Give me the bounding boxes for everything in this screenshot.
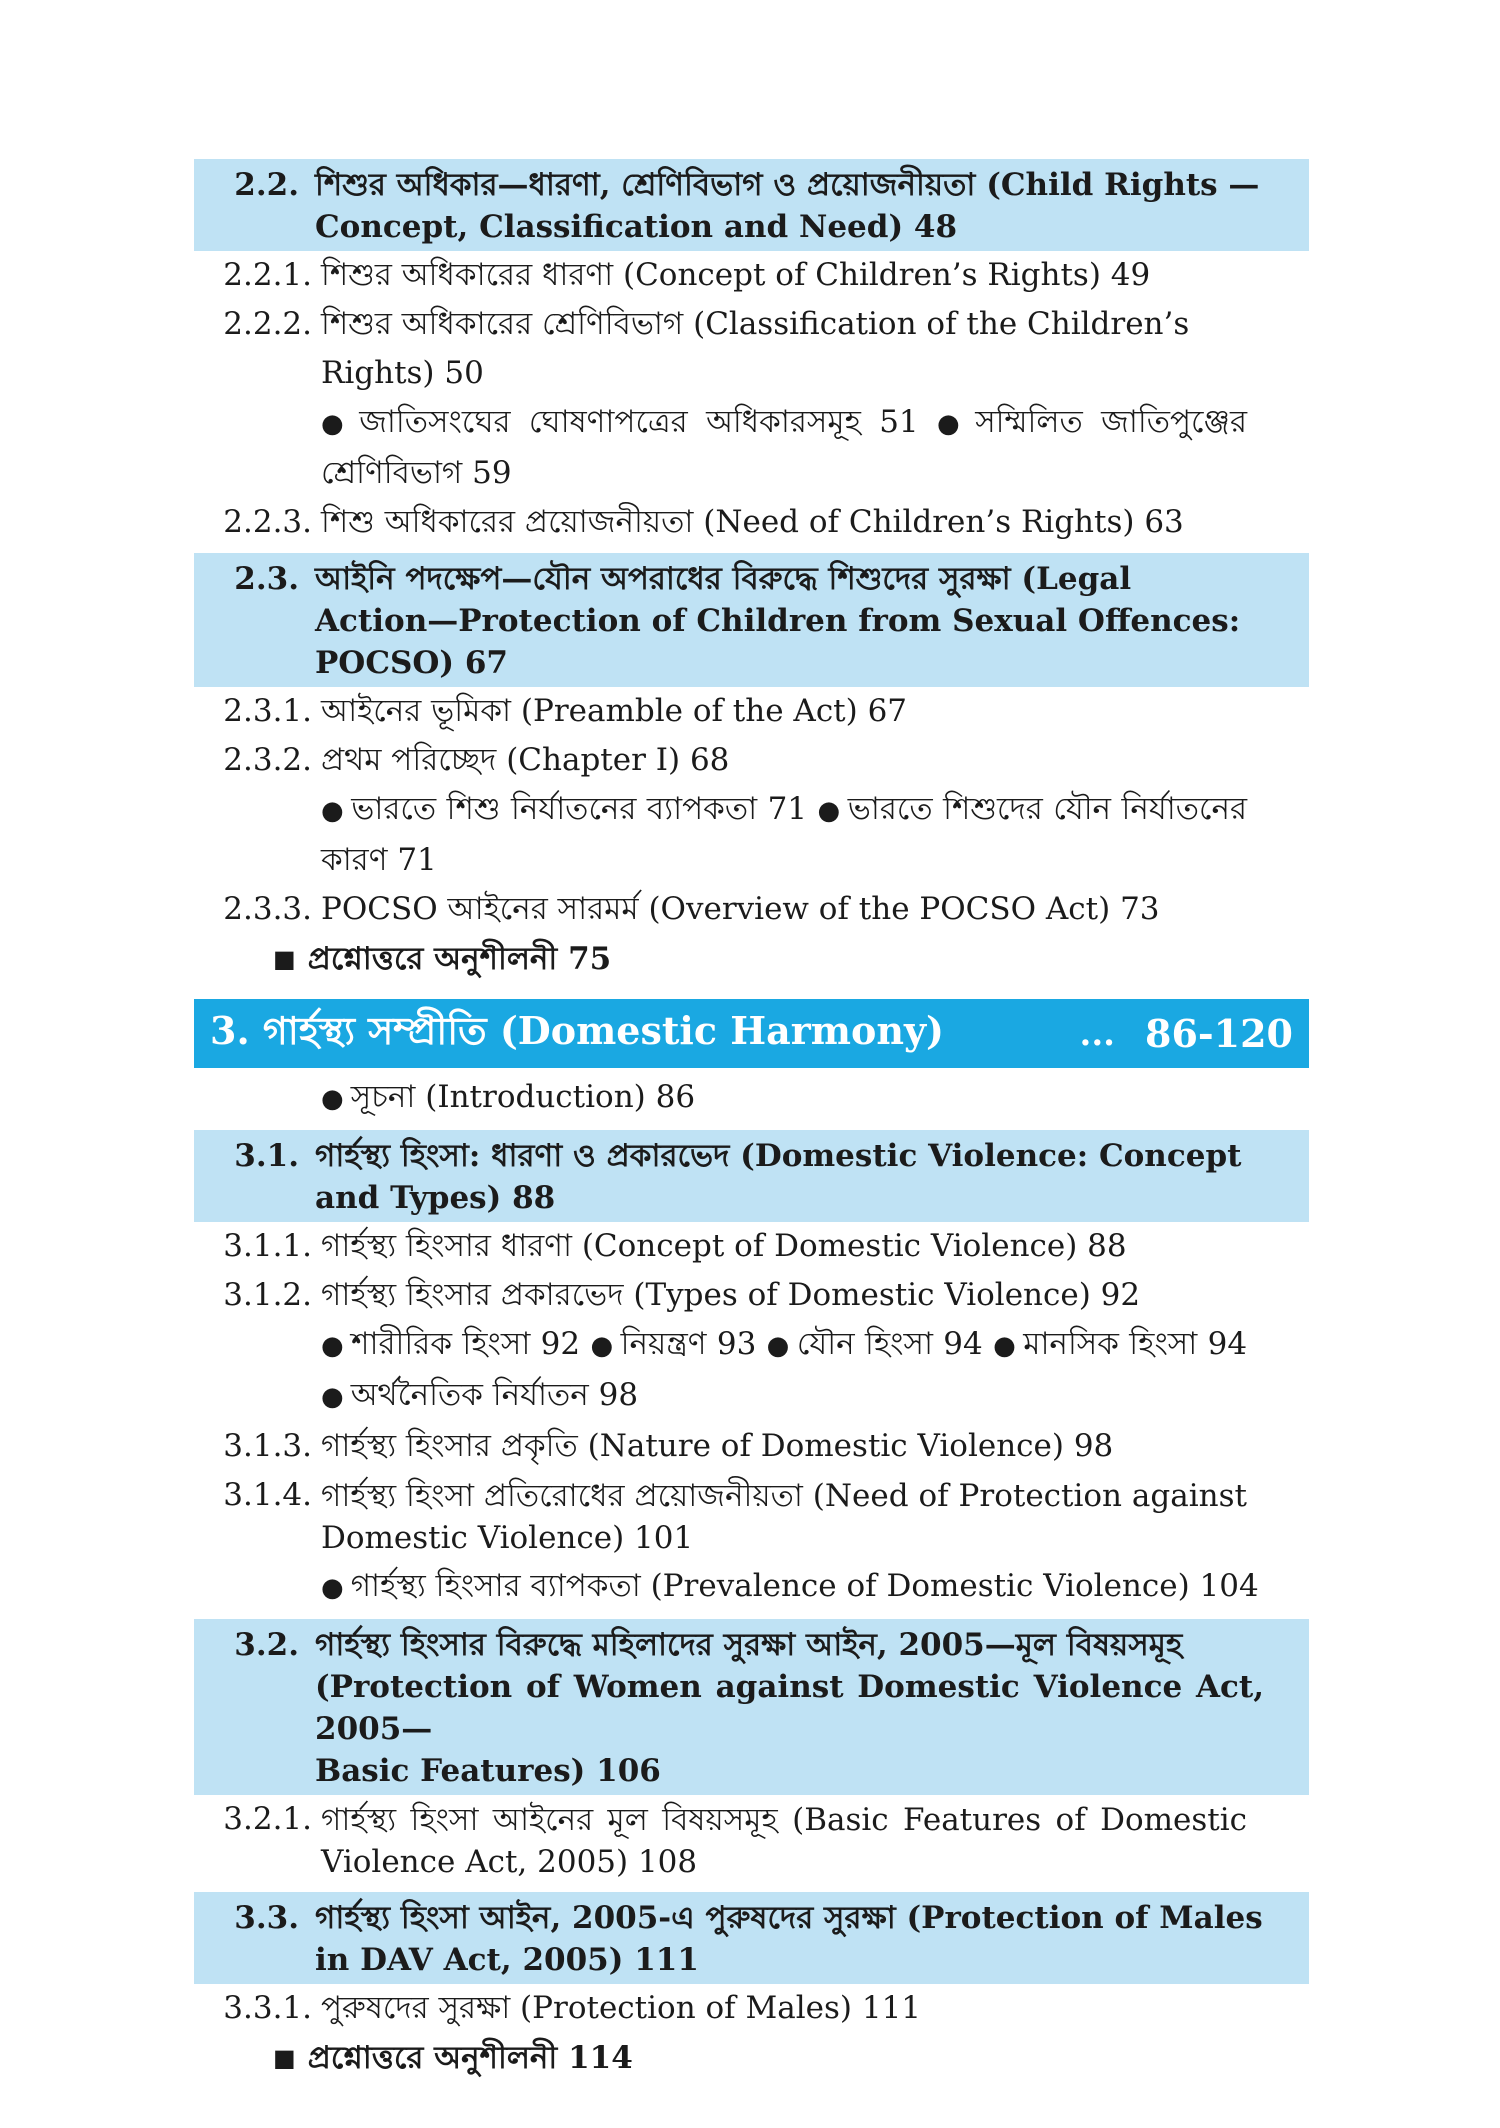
bullet-text: গার্হস্থ্য হিংসার ব্যাপকতা (Prevalence of Domestic Violence) 104 (350, 1568, 1259, 1604)
title-line: গার্হস্থ্য হিংসার বিরুদ্ধে মহিলাদের সুরক্ষা আইন, 2005—মূল বিষয়সমূহ (315, 1627, 1183, 1663)
bullet-group-2-3-2 (321, 785, 1313, 885)
title-line: POCSO) 67 (315, 645, 508, 681)
bullet-text: শারীরিক হিংসা 92 (351, 1326, 581, 1362)
title-line: (Protection of Women against Domestic Violence Act, 2005— (315, 1669, 1264, 1747)
title-line: and Types) 88 (315, 1180, 556, 1216)
title-line: গার্হস্থ্য হিংসা আইন, 2005-এ পুরুষদের সুরক্ষা (Protection of Males (315, 1900, 1263, 1936)
bullet-icon: ● (993, 1331, 1017, 1361)
bullet-icon: ● (766, 1331, 790, 1361)
bullet-text: ভারতে শিশু নির্যাতনের ব্যাপকতা 71 (351, 791, 808, 827)
entry-number: 2.3.1. (223, 693, 312, 729)
entry-number: 2.2.2. (223, 306, 312, 342)
bullet-icon: ● (321, 1382, 344, 1412)
toc-entry-3-1-2 (193, 1271, 1313, 1320)
section-title (315, 159, 1309, 251)
section-2-2-heading (194, 159, 1309, 251)
bullet-icon: ● (817, 796, 841, 826)
bullet-icon: ● (321, 1084, 344, 1114)
entry-text: গার্হস্থ্য হিংসার প্রকারভেদ (Types of Domestic Violence) 92 (321, 1277, 1141, 1313)
toc-entry-2-2-3 (193, 498, 1313, 547)
title-line: in DAV Act, 2005) 111 (315, 1942, 699, 1978)
bullet-icon: ● (590, 1331, 614, 1361)
entry-number: 3.1.1. (223, 1228, 312, 1264)
square-bullet-icon: ■ (273, 944, 296, 973)
title-line: Concept, Classification and Need) 48 (315, 209, 958, 245)
title-line: শিশুর অধিকার—ধারণা, শ্রেণিবিভাগ ও প্রয়োজনীয়তা (Child Rights — (315, 167, 1260, 203)
section-2-3-heading (194, 553, 1309, 687)
bullet-icon: ● (321, 796, 345, 826)
entry-number: 3.2.1. (223, 1801, 312, 1837)
bullet-text: অর্থনৈতিক নির্যাতন 98 (350, 1377, 639, 1413)
chapter-leader-dots: ... (1079, 1013, 1116, 1054)
toc-entry-2-2-2 (193, 300, 1313, 398)
bullet-text: সম্মিলিত জাতিপুঞ্জের শ্রেণিবিভাগ 59 (321, 404, 1248, 491)
practice-text: প্রশ্নোত্তরে অনুশীলনী 114 (307, 2040, 633, 2076)
chapter-3-intro (321, 1073, 1313, 1124)
bullet-group-2-2-2 (321, 398, 1313, 498)
toc-entry-3-1-3 (193, 1422, 1313, 1471)
bullet-text: ভারতে শিশুদের যৌন নির্যাতনের কারণ 71 (321, 791, 1248, 878)
entry-text: প্রথম পরিচ্ছেদ (Chapter I) 68 (321, 742, 730, 778)
bullet-icon: ● (321, 409, 353, 439)
bullet-text: মানসিক হিংসা 94 (1023, 1326, 1248, 1362)
title-line: গার্হস্থ্য হিংসা: ধারণা ও প্রকারভেদ (Domestic Violence: Concept (315, 1138, 1242, 1174)
section-number: 3.3. (234, 1900, 299, 1936)
entry-text: গার্হস্থ্য হিংসা আইনের মূল বিষয়সমূহ (Basic Features of Domestic Violence Act, 2005) 108 (321, 1802, 1247, 1880)
bullet-icon: ● (321, 1331, 345, 1361)
entry-text: শিশুর অধিকারের শ্রেণিবিভাগ (Classification of the Children’s Rights) 50 (321, 306, 1190, 391)
entry-number: 2.3.2. (223, 742, 312, 778)
section-title (315, 1130, 1309, 1222)
section-number: 3.2. (234, 1627, 299, 1663)
entry-number: 2.3.3. (223, 891, 312, 927)
entry-text: POCSO আইনের সারমর্ম (Overview of the POCSO Act) 73 (321, 891, 1160, 927)
toc-entry-2-3-1 (193, 687, 1313, 736)
title-line: Action—Protection of Children from Sexual Offences: (315, 603, 1241, 639)
toc-content (193, 159, 1313, 2083)
practice-entry-3 (273, 2033, 1313, 2083)
practice-text: প্রশ্নোত্তরে অনুশীলনী 75 (307, 941, 612, 977)
title-line: Basic Features) 106 (315, 1753, 661, 1789)
chapter-3-heading (194, 999, 1309, 1068)
entry-number: 3.1.3. (223, 1428, 312, 1464)
section-3-3-heading (194, 1892, 1309, 1984)
bullet-group-3-1-4 (321, 1562, 1313, 1613)
toc-entry-3-1-1 (193, 1222, 1313, 1271)
section-number: 2.2. (234, 167, 299, 203)
entry-number: 3.3.1. (223, 1990, 312, 2026)
entry-text: গার্হস্থ্য হিংসার প্রকৃতি (Nature of Domestic Violence) 98 (321, 1428, 1114, 1464)
section-3-2-heading (194, 1619, 1309, 1795)
section-title (315, 553, 1309, 687)
entry-number: 2.2.1. (223, 257, 312, 293)
square-bullet-icon: ■ (273, 2043, 296, 2072)
entry-text: গার্হস্থ্য হিংসার ধারণা (Concept of Domestic Violence) 88 (321, 1228, 1127, 1264)
entry-text: গার্হস্থ্য হিংসা প্রতিরোধের প্রয়োজনীয়তা (Need of Protection against Domestic Violence) 101 (321, 1478, 1247, 1556)
bullet-text: যৌন হিংসা 94 (796, 1326, 983, 1362)
toc-entry-3-1-4 (193, 1471, 1313, 1562)
bullet-group-3-1-2 (321, 1320, 1313, 1422)
bullet-icon: ● (321, 1573, 344, 1603)
entry-text: শিশুর অধিকারের ধারণা (Concept of Children’s Rights) 49 (321, 257, 1151, 293)
section-title (315, 1619, 1309, 1795)
bullet-text: সূচনা (Introduction) 86 (350, 1079, 696, 1115)
section-number: 2.3. (234, 561, 299, 597)
bullet-text: জাতিসংঘের ঘোষণাপত্রের অধিকারসমূহ 51 (359, 404, 919, 440)
title-line: আইনি পদক্ষেপ—যৌন অপরাধের বিরুদ্ধে শিশুদের সুরক্ষা (Legal (315, 561, 1132, 597)
entry-number: 3.1.2. (223, 1277, 312, 1313)
toc-entry-2-2-1 (193, 251, 1313, 300)
toc-entry-3-2-1 (193, 1795, 1313, 1886)
practice-entry-2 (273, 934, 1313, 984)
entry-number: 3.1.4. (223, 1477, 312, 1513)
chapter-title: 3. গার্হস্থ্য সম্প্রীতি (Domestic Harmony) (210, 1007, 945, 1053)
toc-entry-2-3-2 (193, 736, 1313, 785)
toc-entry-2-3-3 (193, 885, 1313, 934)
entry-number: 2.2.3. (223, 504, 312, 540)
entry-text: আইনের ভূমিকা (Preamble of the Act) 67 (321, 693, 908, 729)
entry-text: শিশু অধিকারের প্রয়োজনীয়তা (Need of Children’s Rights) 63 (321, 504, 1184, 540)
bullet-icon: ● (937, 409, 969, 439)
entry-text: পুরুষদের সুরক্ষা (Protection of Males) 111 (321, 1990, 922, 2026)
section-3-1-heading (194, 1130, 1309, 1222)
section-number: 3.1. (234, 1138, 299, 1174)
chapter-page-range: 86-120 (1145, 1011, 1293, 1056)
section-title (315, 1892, 1309, 1984)
toc-entry-3-3-1 (193, 1984, 1313, 2033)
bullet-text: নিয়ন্ত্রণ 93 (620, 1326, 757, 1362)
